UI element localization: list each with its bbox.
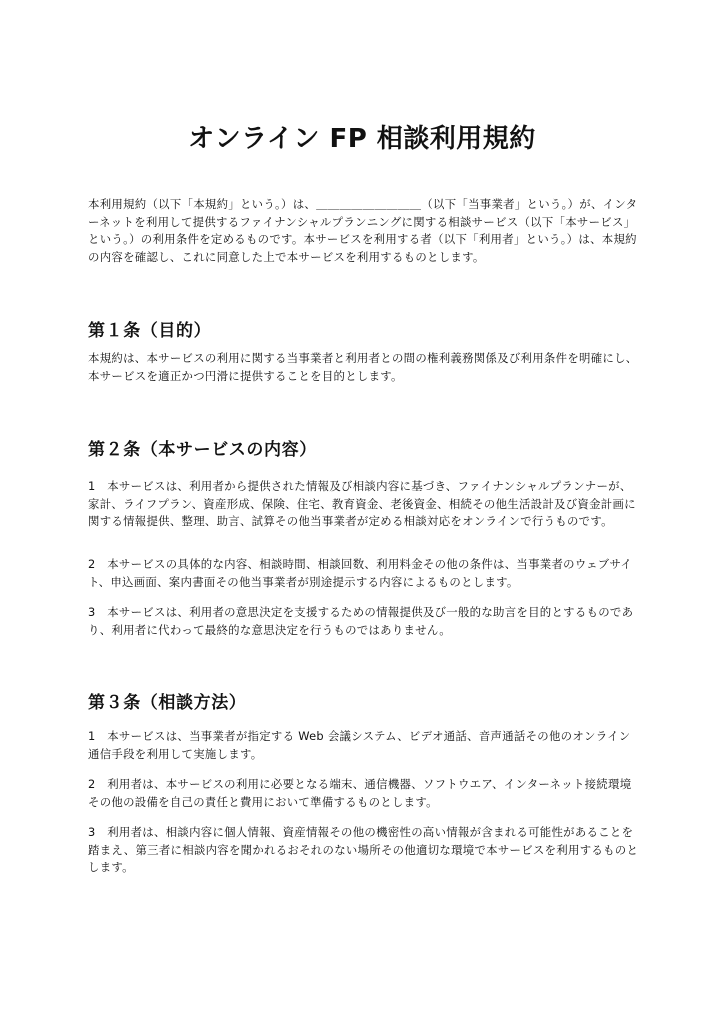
article-3-clause-2: 2 利用者は、本サービスの利用に必要となる端末、通信機器、ソフトウエア、インターネット接続環境その他の設備を自己の責任と費用において準備するものとします。 bbox=[88, 777, 632, 809]
article-1-paragraph: 本規約は、本サービスの利用に関する当事業者と利用者との間の権利義務関係及び利用条件を明確にし、本サービスを適正かつ円滑に提供することを目的とします。 bbox=[88, 351, 638, 383]
article-2-clause-1: 1 本サービスは、利用者から提供された情報及び相談内容に基づき、ファイナンシャルプランナーが、家計、ライフプラン、資産形成、保険、住宅、教育資金、老後資金、相続その他生活設計及び資金計画に関する情報提供、整理、助言、試算その他当事業者が定める相談対応をオンラインで行うものです。 bbox=[88, 479, 636, 528]
article-3-heading: 第３条（相談方法） bbox=[88, 693, 247, 713]
article-2-clause-2: 2 本サービスの具体的な内容、相談時間、相談回数、利用料金その他の条件は、当事業者のウェブサイト、申込画面、案内書面その他当事業者が別途提示する内容によるものとします。 bbox=[88, 557, 633, 589]
article-2-clause-3: 3 本サービスは、利用者の意思決定を支援するための情報提供及び一般的な助言を目的とするものであり、利用者に代わって最終的な意思決定を行うものではありません。 bbox=[88, 605, 634, 637]
article-1-heading: 第１条（目的） bbox=[88, 321, 212, 341]
document-title: オンライン FP 相談利用規約 bbox=[188, 124, 536, 154]
article-2-heading: 第２条（本サービスの内容） bbox=[88, 440, 317, 460]
intro-paragraph: 本利用規約（以下「本規約」という。）は、＿＿＿＿＿＿＿＿＿（以下「当事業者」という。）が、インターネットを利用して提供するファイナンシャルプランニングに関する相談サービス（以下「本サービス」という。）の利用条件を定めるものです。本サービスを利用する者（以下「利用者」という。）は、本規約の内容を確認し、これに同意した上で本サービスを利用するものとします。 bbox=[88, 197, 638, 264]
article-3-clause-3: 3 利用者は、相談内容に個人情報、資産情報その他の機密性の高い情報が含まれる可能性があることを踏まえ、第三者に相談内容を聞かれるおそれのない場所その他適切な環境で本サービスを利用するものとします。 bbox=[88, 825, 639, 874]
article-3-clause-1: 1 本サービスは、当事業者が指定する Web 会議システム、ビデオ通話、音声通話その他のオンライン通信手段を利用して実施します。 bbox=[88, 729, 631, 761]
